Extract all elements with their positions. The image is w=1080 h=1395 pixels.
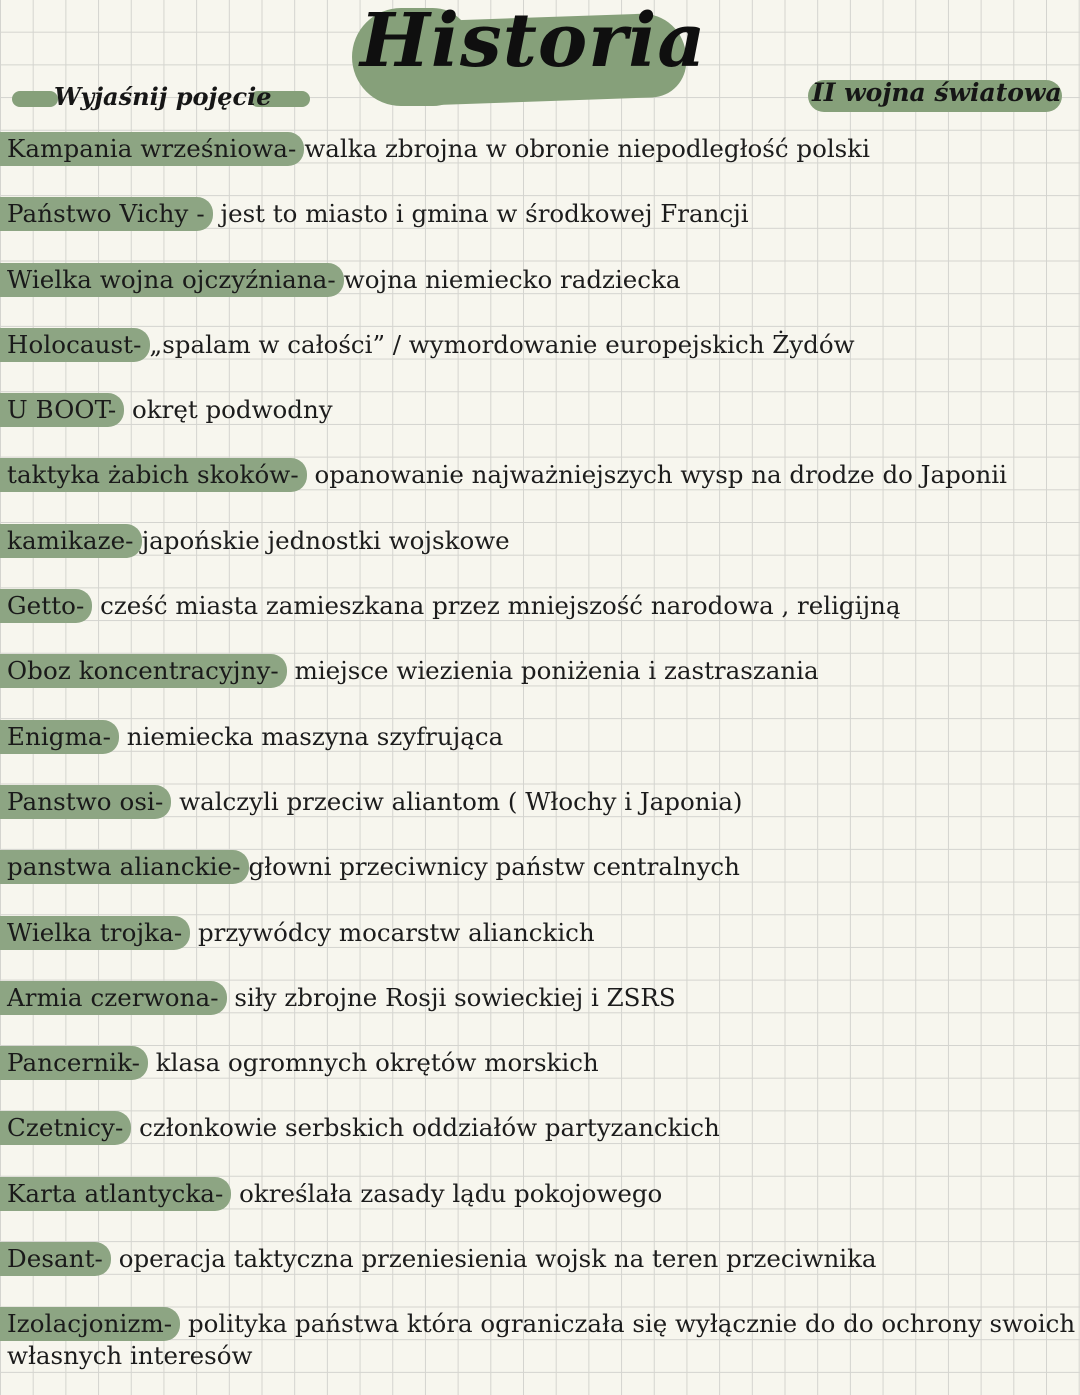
- term-row: [0, 783, 1080, 848]
- section-subheading: [10, 82, 310, 116]
- term-label: Enigma-: [0, 720, 119, 754]
- term-label: Holocaust-: [0, 328, 150, 362]
- term-label: Karta atlantycka-: [0, 1177, 231, 1211]
- term-row: [0, 326, 1080, 391]
- term-label: Wielka trojka-: [0, 916, 190, 950]
- term-definition: opanowanie najważniejszych wysp na drodze do Japonii: [306, 460, 1007, 490]
- term-definition: określała zasady lądu pokojowego: [231, 1178, 663, 1208]
- term-label: Armia czerwona-: [0, 981, 227, 1015]
- term-definition: głowni przeciwnicy państw centralnych: [248, 852, 740, 882]
- term-definition: walczyli przeciw aliantom ( Włochy i Japonia): [171, 786, 743, 816]
- decorative-pill: [12, 91, 58, 107]
- term-definition-continued: własnych interesów: [7, 1341, 253, 1371]
- topic-tag: [808, 80, 1062, 112]
- term-label: panstwa alianckie-: [0, 850, 249, 884]
- term-list: [0, 130, 1080, 1371]
- term-row: [0, 1044, 1080, 1109]
- term-row: [0, 1109, 1080, 1174]
- term-label: Pancernik-: [0, 1046, 148, 1080]
- term-label: kamikaze-: [0, 524, 142, 558]
- term-definition: niemiecka maszyna szyfrująca: [119, 721, 504, 751]
- term-row: [0, 261, 1080, 326]
- term-row: [0, 1240, 1080, 1305]
- term-definition: okręt podwodny: [124, 395, 333, 425]
- term-row: [0, 652, 1080, 717]
- term-label: Desant-: [0, 1242, 111, 1276]
- term-definition: klasa ogromnych okrętów morskich: [148, 1048, 599, 1078]
- subheading-text: Wyjaśnij pojęcie: [54, 82, 272, 111]
- term-definition: operacja taktyczna przeniesienia wojsk na teren przeciwnika: [110, 1244, 877, 1274]
- term-row: [0, 391, 1080, 456]
- term-definition: walka zbrojna w obronie niepodległość polski: [304, 134, 870, 163]
- term-label: Kampania wrześniowa-: [0, 132, 304, 166]
- topic-tag-text: II wojna światowa: [812, 78, 1062, 107]
- term-label: U BOOT-: [0, 393, 124, 427]
- term-definition: „spalam w całości” / wymordowanie europejskich Żydów: [149, 329, 855, 359]
- term-row: [0, 718, 1080, 783]
- term-label: Oboz koncentracyjny-: [0, 654, 287, 688]
- term-row: [0, 979, 1080, 1044]
- term-definition: siły zbrojne Rosji sowieckiej i ZSRS: [226, 982, 676, 1012]
- term-definition: cześć miasta zamieszkana przez mniejszość narodowa , religijną: [92, 591, 901, 621]
- term-definition: miejsce wiezienia poniżenia i zastraszania: [286, 656, 819, 686]
- term-row: [0, 195, 1080, 260]
- term-label: Getto-: [0, 589, 92, 623]
- term-row: [0, 456, 1080, 521]
- term-label: Izolacjonizm-: [0, 1307, 180, 1341]
- term-row: [0, 130, 1080, 195]
- term-label: taktyka żabich skoków-: [0, 458, 307, 492]
- term-definition: japońskie jednostki wojskowe: [141, 525, 510, 555]
- term-definition: polityka państwa która ograniczała się wyłącznie do do ochrony swoich: [180, 1309, 1076, 1339]
- term-label: Czetnicy-: [0, 1111, 131, 1145]
- term-label: Panstwo osi-: [0, 785, 171, 819]
- term-row: [0, 1175, 1080, 1240]
- term-label: Państwo Vichy -: [0, 197, 213, 231]
- page-title: [352, 0, 707, 108]
- term-definition: jest to miasto i gmina w środkowej Francji: [212, 199, 749, 229]
- term-definition: przywódcy mocarstw alianckich: [190, 917, 595, 947]
- term-label: Wielka wojna ojczyźniana-: [0, 263, 344, 297]
- term-row: [0, 1305, 1080, 1371]
- term-row: [0, 587, 1080, 652]
- term-row: [0, 522, 1080, 587]
- term-row: [0, 848, 1080, 913]
- page-title-text: Historia: [360, 0, 707, 84]
- term-definition: wojna niemiecko radziecka: [343, 264, 681, 294]
- term-definition: członkowie serbskich oddziałów partyzanckich: [131, 1113, 720, 1143]
- term-row: [0, 914, 1080, 979]
